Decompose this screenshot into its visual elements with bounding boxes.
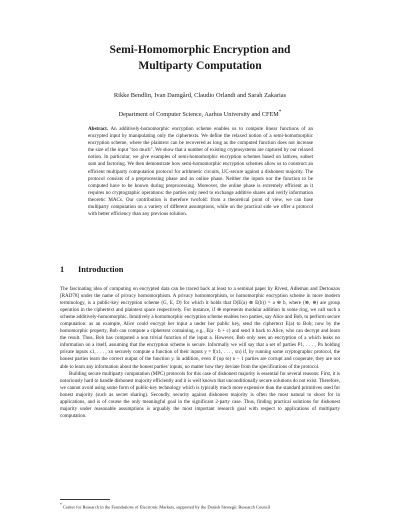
abstract <box>88 126 313 218</box>
section-heading <box>60 265 123 274</box>
title-line-2: Multiparty Computation <box>138 59 262 72</box>
footnote-rule <box>60 499 110 500</box>
paragraph: Building secure multiparty computation (MPC) protocols for this case of dishonest majority is essential for several reasons: First, it is notoriously hard to handle dishonest majority efficiently and it is well known that unconditionally secure solutions do not exist. Therefore, we cannot avoid using some form of public-key technology which is typically much more expensive than the standard primitives used for honest majority (such as secret sharing). Secondly, security against dishonest majority is often the most natural to shoot for in applications, and is of course the only meaningful goal in the significant 2-party case. Thus, finding practical solutions for dishonest majority under reasonable assumptions is arguably the most important research goal with respect to applications of multiparty computation. <box>60 370 340 419</box>
abstract-text: An additively-homomorphic encryption scheme enables us to compute linear functions of an encrypted input by manipulating only the ciphertexts. We define the relaxed notion of a semi-homomorphic encryption scheme, where the plaintext can be recovered as long as the computed function does not increase the size of the input "too much". We show that a number of existing cryptosystems are captured by our relaxed notion. In particular, we give examples of semi-homomorphic encryption schemes based on lattices, subset sum and factoring. We then demonstrate how semi-homomorphic encryption schemes allow us to construct an efficient multiparty computation protocol for arithmetic circuits, UC-secure against a dishonest majority. The protocol consists of a preprocessing phase and an online phase. Neither the inputs nor the function to be computed have to be known during preprocessing. Moreover, the online phase is extremely efficient as it requires no cryptographic operations: the parties only need to exchange additive shares and verify information theoretic MACs. Our contribution is therefore twofold: from a theoretical point of view, we can base multiparty computation on a variety of different assumptions, while on the practical side we offer a protocol with better efficiency than any previous solution. <box>88 126 313 218</box>
paper-title <box>0 42 400 74</box>
section-title: Introduction <box>78 265 124 274</box>
section-body <box>60 286 340 420</box>
paragraph: The fascinating idea of computing on encrypted data can be traced back at least to a seminal paper by Rivest, Adleman and Dertouzos [RAD78] under the name of privacy homomorphism. A privacy homomorphism, or homomorphic encryption scheme in more modern terminology, is a public-key encryption scheme (G, E, D) for which it holds that D(E(a) ⊗ E(b)) = a ⊕ b, where (⊗, ⊕) are group operation in the ciphertext and plaintext space respectively. For instance, if ⊕ represents modular addition in some ring, we call such a scheme additively-homomorphic. Intuitively a homomorphic encryption scheme enables two parties, say Alice and Bob, to perform secure computation: as an example, Alice could encrypt her input a under her public key, send the ciphertext E(a) to Bob; now by the homomorphic property, Bob can compute a ciphertext containing, e.g., E(a · b + c) and send it back to Alice, who can decrypt and learn the result. Thus, Bob has computed a non trivial function of the input a. However, Bob only sees an encryption of a which leaks no information on a itself, assuming that the encryption scheme is secure. Informally we will say that a set of parties P1, . . . , Pn holding private inputs x1, . . . , xn securely compute a function of their inputs y = f(x1, . . . , xn) if, by running some cryptographic protocol, the honest parties learn the correct output of the function y. In addition, even if (up to) n − 1 parties are corrupt and cooperate, they are not able to learn any information about the honest parties' inputs, no matter how they deviate from the specifications of the protocol. <box>60 286 340 370</box>
affiliation-footnote-mark: * <box>278 109 282 115</box>
affiliation <box>0 109 400 118</box>
title-line-1: Semi-Homomorphic Encryption and <box>109 43 291 56</box>
abstract-label: Abstract. <box>88 126 109 132</box>
section-number: 1 <box>60 265 65 274</box>
footnote-text: Center for Research in the Foundations of Electronic Markets, supported by the Danish Strategic Research Council <box>63 504 271 510</box>
affiliation-text: Department of Computer Science, Aarhus University and CFEM <box>118 111 279 119</box>
footnote <box>60 502 340 511</box>
author-list: Rikke Bendlin, Ivan Damgård, Claudio Orlandi and Sarah Zakarias <box>113 92 287 99</box>
footnote-mark: * <box>60 503 62 507</box>
